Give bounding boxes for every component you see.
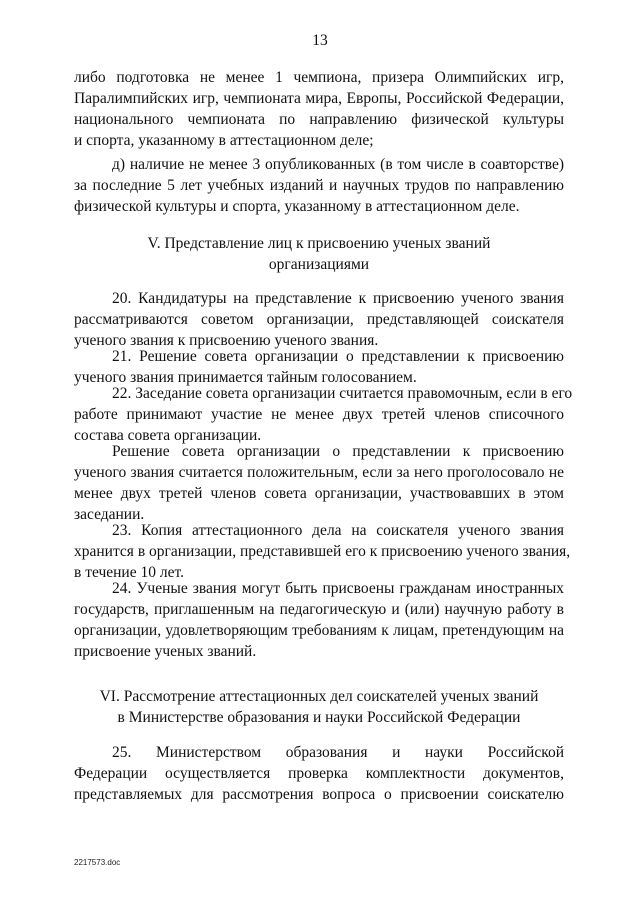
- text-line: ученого звания к присвоению ученого звания.: [74, 332, 379, 349]
- text-line: 20. Кандидатуры на представление к присвоению ученого звания: [112, 290, 564, 307]
- text-line: присвоение ученых званий.: [74, 643, 257, 660]
- document-filename-footer: 2217573.doc: [74, 858, 121, 867]
- section-heading-vi: [74, 686, 564, 728]
- paragraph-23: [74, 520, 571, 583]
- paragraph-21: [74, 346, 564, 388]
- text-line: за последние 5 лет учебных изданий и научных трудов по направлению: [74, 177, 564, 194]
- text-line: 22. Заседание совета организации считается правомочным, если в его: [112, 385, 573, 402]
- text-line: работе принимают участие не менее двух третей членов списочного: [74, 406, 564, 423]
- text-line: состава совета организации.: [74, 427, 262, 444]
- text-line: Решение совета организации о представлении к присвоению: [112, 443, 564, 460]
- paragraph-25: [74, 742, 564, 805]
- heading-line: VI. Рассмотрение аттестационных дел соискателей ученых званий: [99, 688, 539, 705]
- page-number: 13: [312, 32, 328, 49]
- text-line: и спорта, указанному в аттестационном деле;: [74, 132, 374, 149]
- text-line: в течение 10 лет.: [74, 564, 184, 581]
- paragraph-24: [74, 578, 564, 662]
- paragraph-item-d: [74, 154, 564, 217]
- paragraph-22-decision: [74, 441, 564, 525]
- text-line: Паралимпийских игр, чемпионата мира, Европы, Российской Федерации,: [74, 90, 564, 107]
- heading-line: в Министерстве образования и науки Российской Федерации: [117, 709, 521, 726]
- text-line: ученого звания принимается тайным голосованием.: [74, 369, 417, 386]
- text-line: 25. Министерством образования и науки Российской: [112, 744, 564, 761]
- section-heading-v: [74, 233, 564, 275]
- text-line: либо подготовка не менее 1 чемпиона, призера Олимпийских игр,: [74, 69, 564, 86]
- text-line: менее двух третей членов совета организации, участвовавших в этом: [74, 485, 564, 502]
- text-line: ученого звания считается положительным, если за него проголосовало не: [74, 464, 564, 481]
- text-line: государств, приглашенным на педагогическую и (или) научную работу в: [74, 601, 564, 618]
- text-line: рассматриваются советом организации, представляющей соискателя: [74, 311, 564, 328]
- text-line: представляемых для рассмотрения вопроса о присвоении соискателю: [74, 786, 564, 803]
- text-line: организации, удовлетворяющим требованиям к лицам, претендующим на: [74, 622, 564, 639]
- text-line: хранится в организации, представившей его к присвоению ученого звания,: [74, 543, 571, 560]
- heading-line: организациями: [268, 256, 370, 273]
- text-line: д) наличие не менее 3 опубликованных (в том числе в соавторстве): [112, 156, 564, 173]
- text-line: физической культуры и спорта, указанному в аттестационном деле.: [74, 198, 520, 215]
- text-line: 21. Решение совета организации о представлении к присвоению: [112, 348, 564, 365]
- heading-line: V. Представление лиц к присвоению ученых званий: [147, 235, 491, 252]
- text-line: 23. Копия аттестационного дела на соискателя ученого звания: [112, 522, 564, 539]
- paragraph-22: [74, 383, 573, 446]
- text-line: Федерации осуществляется проверка комплектности документов,: [74, 765, 564, 782]
- paragraph-20: [74, 288, 564, 351]
- paragraph-continuation: [74, 67, 564, 151]
- text-line: национального чемпионата по направлению физической культуры: [74, 111, 564, 128]
- text-line: 24. Ученые звания могут быть присвоены гражданам иностранных: [112, 580, 564, 597]
- text-line: заседании.: [74, 506, 145, 523]
